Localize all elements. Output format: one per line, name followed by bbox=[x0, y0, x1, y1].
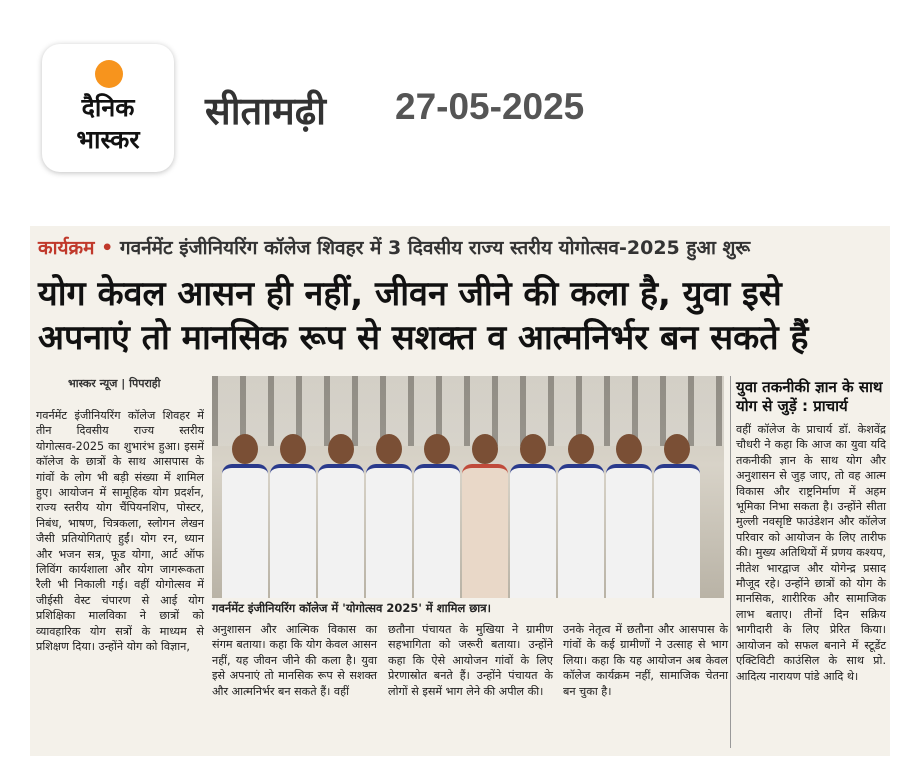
photo-person bbox=[366, 434, 412, 598]
logo-line-1: दैनिक bbox=[81, 93, 135, 122]
edition-city: सीतामढ़ी bbox=[205, 89, 326, 133]
photo-person bbox=[318, 434, 364, 598]
headline: योग केवल आसन ही नहीं, जीवन जीने की कला है, युवा इसे अपनाएं तो मानसिक रूप से सशक्त व आत्मनिर्भर बन सकते हैं bbox=[38, 274, 809, 358]
article-column-4: उनके नेतृत्व में छतौना और आसपास के गांवों के कई ग्रामीणों ने उत्साह से भाग लिया। कहा कि यह आयोजन अब केवल कॉलेज कार्यक्रम नहीं, सामाजिक चेतना बन चुका है। bbox=[563, 623, 728, 698]
kicker-tag: कार्यक्रम • bbox=[38, 237, 114, 259]
logo-line-2: भास्कर bbox=[76, 125, 140, 154]
photo-person bbox=[222, 434, 268, 598]
article-column-2: अनुशासन और आत्मिक विकास का संगम बताया। कहा कि योग केवल आसन नहीं, यह जीवन जीने की कला है। युवा इसे अपनाएं तो मानसिक रूप से सशक्त और आत्मनिर्भर बन सकते हैं। वहीं bbox=[212, 623, 377, 698]
column-divider bbox=[730, 376, 731, 748]
group-photo bbox=[212, 376, 724, 598]
byline: भास्कर न्यूज | पिपराही bbox=[68, 377, 161, 390]
article-column-3: छतौना पंचायत के मुखिया ने ग्रामीण सहभागिता को जरूरी बताया। उन्होंने कहा कि ऐसे आयोजन गांवों के लिए प्रेरणास्रोत बनते हैं। उन्होंने पंचायत के लोगों से इसमें भाग लेने की अपील की। bbox=[388, 623, 553, 698]
photo-person bbox=[462, 434, 508, 598]
photo-person bbox=[654, 434, 700, 598]
sun-icon bbox=[95, 60, 123, 88]
photo-person bbox=[510, 434, 556, 598]
kicker bbox=[38, 234, 750, 260]
dainik-bhaskar-logo bbox=[42, 44, 174, 172]
article-column-5: वहीं कॉलेज के प्राचार्य डॉ. केशवेंद्र चौधरी ने कहा कि आज का युवा यदि तकनीकी ज्ञान के साथ योग और अनुशासन से जुड़ जाए, तो वह आत्म विकास और राष्ट्रनिर्माण में अहम भूमिका निभा सकता है। उन्होंने सीता मुल्ली नवसृष्टि फाउंडेशन और कॉलेज परिवार को आयोजन के लिए तारीफ की। मुख्य अतिथियों में प्रणय कश्यप, नीतेश भारद्वाज और योगेन्द्र प्रसाद मौजूद रहे। उन्होंने छात्रों को योग के मानसिक, शारीरिक और सामाजिक लाभ बताए। तीनों दिन सक्रिय भागीदारी के लिए प्रेरित किया। आयोजन को सफल बनाने में स्टूडेंट एक्टिविटी काउंसिल के साथ प्रो. आदित्य नारायण पांडे आदि थे। bbox=[736, 423, 886, 683]
photo-person bbox=[558, 434, 604, 598]
photo-person bbox=[606, 434, 652, 598]
sidebar-subheading: युवा तकनीकी ज्ञान के साथ योग से जुड़ें : प्राचार्य bbox=[736, 378, 883, 415]
kicker-text: गवर्नमेंट इंजीनियरिंग कॉलेज शिवहर में 3 दिवसीय राज्य स्तरीय योगोत्सव-2025 हुआ शुरू bbox=[119, 237, 751, 259]
article-column-1: गवर्नमेंट इंजीनियरिंग कॉलेज शिवहर में तीन दिवसीय राज्य स्तरीय योगोत्सव-2025 का शुभारंभ हुआ। इसमें कॉलेज के छात्रों के साथ आसपास के गांवों के लोग भी बड़ी संख्या में शामिल हुए। आयोजन में सामूहिक योग प्रदर्शन, राज्य स्तरीय योग चैंपियनशिप, पोस्टर, निबंध, भाषण, चित्रकला, स्लोगन लेखन जैसी प्रतियोगिताएं हुईं। योग रन, ध्यान और भजन सत्र, फूड योगा, आर्ट ऑफ लिविंग कार्यशाला और योग जागरूकता रैली भी निकाली गई। वहीं योगोत्सव में जीईसी वेस्ट चंपारण से आई योग प्रशिक्षिका मालविका ने छात्रों को व्यावहारिक योग सत्रों के माध्यम से प्रशिक्षण दिया। उन्होंने योग को विज्ञान, bbox=[36, 409, 204, 654]
edition-date: 27-05-2025 bbox=[395, 86, 585, 127]
photo-caption: गवर्नमेंट इंजीनियरिंग कॉलेज में 'योगोत्सव 2025' में शामिल छात्र। bbox=[212, 601, 491, 615]
photo-person bbox=[270, 434, 316, 598]
photo-person bbox=[414, 434, 460, 598]
